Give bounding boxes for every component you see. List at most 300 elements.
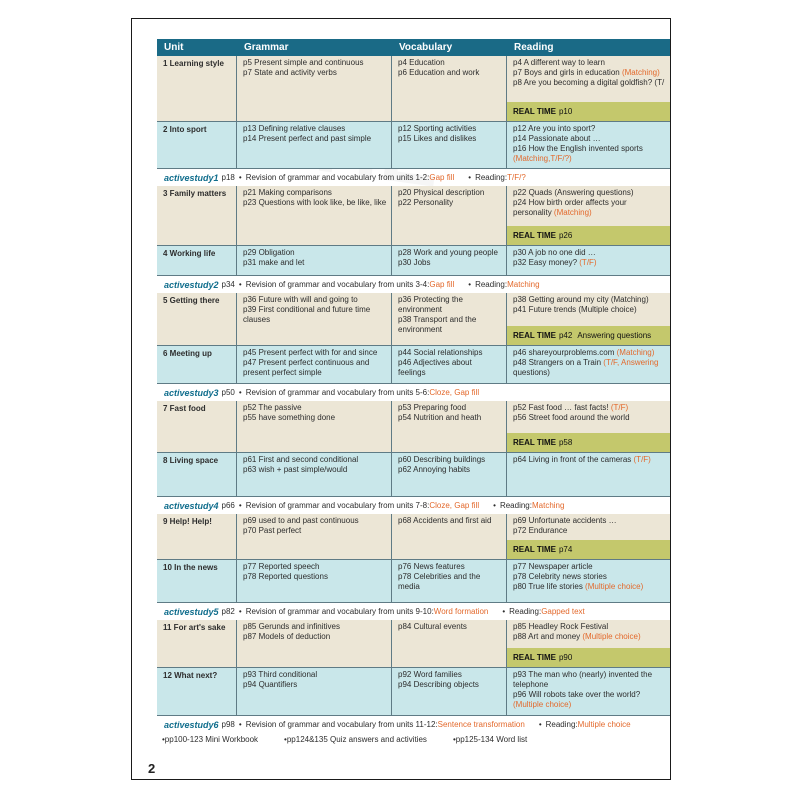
- cell-text: p46 shareyourproblems.com: [513, 348, 617, 357]
- grammar-cell: [237, 453, 392, 496]
- bullet-icon: •: [468, 173, 472, 182]
- reading-cell: [507, 453, 670, 496]
- real-time-page: p74: [558, 545, 573, 554]
- cell-line: [513, 690, 666, 700]
- cell-text: p78 Reported questions: [243, 572, 328, 581]
- vocabulary-cell: [392, 246, 507, 275]
- cell-line: [398, 403, 502, 413]
- vocabulary-cell: [392, 668, 507, 715]
- cell-line: [513, 305, 666, 315]
- grammar-cell: [237, 346, 392, 383]
- cell-line: [398, 134, 502, 144]
- cell-line: [513, 208, 666, 218]
- cell-line: [243, 134, 387, 144]
- bullet-icon: •: [502, 607, 506, 616]
- vocabulary-cell: [392, 620, 507, 667]
- cell-line: [513, 134, 666, 144]
- activestudy-label: activestudy4: [164, 500, 219, 511]
- cell-text: p72 Endurance: [513, 526, 568, 535]
- vocabulary-cell: [392, 293, 507, 345]
- reading-text: [507, 453, 670, 496]
- unit-row: [157, 401, 670, 453]
- real-time-label: REAL TIME: [513, 438, 556, 447]
- real-time-label: REAL TIME: [513, 231, 556, 240]
- vocabulary-cell: [392, 186, 507, 245]
- activestudy-page: p82: [221, 607, 235, 616]
- cell-text: p39 First conditional and future time: [243, 305, 371, 314]
- cell-text: p53 Preparing food: [398, 403, 467, 412]
- cell-text: p22 Personality: [398, 198, 454, 207]
- task-type: (T/F): [610, 403, 629, 412]
- cell-line: [513, 700, 666, 710]
- activestudy-page: p66: [221, 501, 235, 510]
- table-header: [157, 39, 670, 56]
- cell-text: environment: [398, 305, 443, 314]
- vocabulary-cell: [392, 56, 507, 121]
- cell-text: p13 Defining relative clauses: [243, 124, 346, 133]
- grammar-cell: [237, 246, 392, 275]
- activestudy-text: Revision of grammar and vocabulary from units 3-4:: [245, 280, 430, 289]
- activestudy-text: Revision of grammar and vocabulary from units 11-12:: [245, 720, 438, 729]
- cell-text: p77 Newspaper article: [513, 562, 593, 571]
- cell-line: [243, 295, 387, 305]
- task-type: (T/F, Answering: [603, 358, 659, 367]
- vocabulary-cell: [392, 453, 507, 496]
- cell-line: [243, 258, 387, 268]
- reading-text: [507, 186, 670, 226]
- cell-line: [513, 622, 666, 632]
- cell-text: p20 Physical description: [398, 188, 485, 197]
- reading-text: [507, 346, 670, 383]
- activestudy-reading-task: Gapped text: [541, 607, 585, 616]
- unit-row: [157, 186, 670, 246]
- cell-line: [398, 248, 502, 258]
- real-time-page: p42: [558, 331, 573, 340]
- unit-title: 5 Getting there: [157, 293, 237, 345]
- cell-text: p12 Sporting activities: [398, 124, 477, 133]
- activestudy-text: Revision of grammar and vocabulary from units 1-2:: [245, 173, 430, 182]
- cell-line: [513, 295, 666, 305]
- cell-text: p55 have something done: [243, 413, 336, 422]
- footer-quiz: •pp124&135 Quiz answers and activities: [284, 735, 427, 744]
- reading-cell: [507, 560, 670, 602]
- vocabulary-cell: [392, 401, 507, 452]
- cell-line: [243, 465, 387, 475]
- footer-workbook: •pp100-123 Mini Workbook: [162, 735, 259, 744]
- vocabulary-cell: [392, 560, 507, 602]
- cell-text: p14 Present perfect and past simple: [243, 134, 372, 143]
- real-time-bar: [507, 540, 670, 559]
- cell-line: [398, 368, 502, 378]
- cell-text: p94 Quantifiers: [243, 680, 298, 689]
- activestudy-row: [157, 716, 670, 733]
- reading-text: [507, 122, 670, 168]
- real-time-label: REAL TIME: [513, 331, 556, 340]
- vocabulary-cell: [392, 122, 507, 168]
- real-time-page: p58: [558, 438, 573, 447]
- unit-title: 10 In the news: [157, 560, 237, 602]
- activestudy-reading: Reading:: [499, 501, 532, 510]
- cell-line: [243, 315, 387, 325]
- cell-text: p78 Celebrity news stories: [513, 572, 607, 581]
- cell-line: [513, 188, 666, 198]
- cell-text: p46 Adjectives about: [398, 358, 472, 367]
- textbook-page: [131, 18, 671, 780]
- reading-text: [507, 293, 670, 326]
- cell-text: p69 used to and past continuous: [243, 516, 359, 525]
- cell-line: [398, 358, 502, 368]
- page-number: 2: [148, 761, 156, 776]
- cell-line: [243, 358, 387, 368]
- activestudy-reading: Reading:: [475, 173, 508, 182]
- unit-title: 6 Meeting up: [157, 346, 237, 383]
- reading-cell: [507, 514, 670, 559]
- cell-text: p14 Passionate about …: [513, 134, 601, 143]
- cell-text: personality: [513, 208, 554, 217]
- grammar-cell: [237, 620, 392, 667]
- reading-cell: [507, 401, 670, 452]
- activestudy-label: activestudy3: [164, 387, 219, 398]
- task-type: (T/F): [579, 258, 597, 267]
- activestudy-task: Word formation: [433, 607, 489, 616]
- activestudy-task: Gap fill: [429, 173, 455, 182]
- cell-text: p12 Are you into sport?: [513, 124, 596, 133]
- cell-line: [243, 58, 387, 68]
- cell-line: [513, 348, 666, 358]
- grammar-cell: [237, 514, 392, 559]
- cell-line: [398, 516, 502, 526]
- cell-line: [243, 632, 387, 642]
- activestudy-page: p50: [221, 388, 235, 397]
- cell-line: [243, 248, 387, 258]
- cell-text: p21 Making comparisons: [243, 188, 332, 197]
- cell-line: [243, 188, 387, 198]
- cell-line: [398, 582, 502, 592]
- unit-row: [157, 293, 670, 346]
- unit-title: 3 Family matters: [157, 186, 237, 245]
- cell-text: p30 Jobs: [398, 258, 431, 267]
- grammar-cell: [237, 668, 392, 715]
- real-time-bar: [507, 102, 670, 121]
- contents-table: [157, 39, 670, 733]
- cell-line: [398, 188, 502, 198]
- unit-title: 11 For art's sake: [157, 620, 237, 667]
- unit-row: [157, 246, 670, 276]
- reading-cell: [507, 122, 670, 168]
- unit-title: 9 Help! Help!: [157, 514, 237, 559]
- activestudy-label: activestudy5: [164, 606, 219, 617]
- cell-text: p52 Fast food … fast facts!: [513, 403, 611, 412]
- reading-text: [507, 246, 670, 275]
- cell-line: [398, 562, 502, 572]
- cell-text: p38 Getting around my city (Matching): [513, 295, 649, 304]
- bullet-icon: •: [238, 501, 242, 510]
- cell-line: [513, 144, 666, 154]
- cell-text: p48 Strangers on a Train: [513, 358, 604, 367]
- activestudy-task: Cloze, Gap fill: [429, 501, 480, 510]
- cell-line: [243, 348, 387, 358]
- cell-line: [243, 198, 387, 208]
- activestudy-label: activestudy2: [164, 279, 219, 290]
- unit-title: 12 What next?: [157, 668, 237, 715]
- cell-text: p88 Art and money: [513, 632, 583, 641]
- real-time-bar: [507, 226, 670, 245]
- unit-row: [157, 514, 670, 560]
- cell-text: p56 Street food around the world: [513, 413, 630, 422]
- cell-line: [513, 582, 666, 592]
- activestudy-page: p98: [221, 720, 235, 729]
- cell-line: [398, 58, 502, 68]
- real-time-page: p10: [558, 107, 573, 116]
- reading-cell: [507, 56, 670, 121]
- task-type: (Multiple choice): [585, 582, 644, 591]
- bullet-icon: •: [238, 607, 242, 616]
- cell-text: p44 Social relationships: [398, 348, 483, 357]
- task-type: (T/F): [633, 455, 651, 464]
- cell-line: [398, 670, 502, 680]
- cell-text: p31 make and let: [243, 258, 305, 267]
- activestudy-row: [157, 276, 670, 293]
- cell-line: [398, 348, 502, 358]
- cell-line: [398, 68, 502, 78]
- activestudy-label: activestudy6: [164, 719, 219, 730]
- cell-text: p78 Celebrities and the: [398, 572, 481, 581]
- activestudy-task: Sentence transformation: [437, 720, 525, 729]
- cell-text: p8 Are you becoming a digital goldfish? (T/: [513, 78, 665, 87]
- reading-cell: [507, 186, 670, 245]
- cell-line: [398, 124, 502, 134]
- activestudy-task: Cloze, Gap fill: [429, 388, 480, 397]
- reading-text: [507, 514, 670, 540]
- grammar-cell: [237, 293, 392, 345]
- real-time-bar: [507, 326, 670, 345]
- cell-text: p68 Accidents and first aid: [398, 516, 492, 525]
- cell-line: [243, 124, 387, 134]
- cell-line: [243, 670, 387, 680]
- cell-line: [513, 632, 666, 642]
- cell-line: [243, 572, 387, 582]
- cell-text: p54 Nutrition and heath: [398, 413, 482, 422]
- cell-line: [513, 358, 666, 368]
- cell-line: [398, 315, 502, 325]
- vocabulary-cell: [392, 346, 507, 383]
- activestudy-task: Gap fill: [429, 280, 455, 289]
- activestudy-reading: Reading:: [509, 607, 542, 616]
- cell-line: [243, 622, 387, 632]
- cell-text: p7 State and activity verbs: [243, 68, 337, 77]
- reading-cell: [507, 620, 670, 667]
- real-time-page: p90: [558, 653, 573, 662]
- cell-line: [398, 622, 502, 632]
- cell-text: p4 A different way to learn: [513, 58, 605, 67]
- unit-row: [157, 56, 670, 122]
- footer-links: [162, 735, 553, 744]
- reading-cell: [507, 293, 670, 345]
- cell-line: [243, 680, 387, 690]
- activestudy-reading-task: Matching: [531, 501, 565, 510]
- reading-cell: [507, 346, 670, 383]
- task-type: (Matching,T/F/?): [513, 154, 572, 163]
- reading-cell: [507, 668, 670, 715]
- bullet-icon: •: [238, 720, 242, 729]
- unit-title: 7 Fast food: [157, 401, 237, 452]
- cell-line: [513, 258, 666, 268]
- cell-line: [398, 295, 502, 305]
- cell-line: [398, 455, 502, 465]
- unit-row: [157, 453, 670, 497]
- unit-row: [157, 122, 670, 169]
- real-time-bar: [507, 648, 670, 667]
- reading-text: [507, 560, 670, 602]
- real-time-label: REAL TIME: [513, 107, 556, 116]
- real-time-label: REAL TIME: [513, 653, 556, 662]
- cell-text: feelings: [398, 368, 426, 377]
- cell-text: p45 Present perfect with for and since: [243, 348, 378, 357]
- cell-text: p6 Education and work: [398, 68, 480, 77]
- cell-text: p23 Questions with look like, be like, like: [243, 198, 387, 207]
- cell-line: [398, 572, 502, 582]
- cell-line: [398, 258, 502, 268]
- grammar-cell: [237, 560, 392, 602]
- real-time-page: p26: [558, 231, 573, 240]
- bullet-icon: •: [238, 388, 242, 397]
- task-type: (Matching): [621, 68, 660, 77]
- real-time-label: REAL TIME: [513, 545, 556, 554]
- activestudy-reading-task: Multiple choice: [577, 720, 631, 729]
- cell-line: [513, 680, 666, 690]
- cell-line: [513, 198, 666, 208]
- cell-line: [513, 78, 666, 88]
- bullet-icon: •: [493, 501, 496, 510]
- cell-text: p87 Models of deduction: [243, 632, 331, 641]
- cell-line: [243, 368, 387, 378]
- cell-text: p16 How the English invented sports: [513, 144, 643, 153]
- task-type: (Multiple choice): [513, 700, 572, 709]
- cell-text: p62 Annoying habits: [398, 465, 471, 474]
- cell-line: [513, 124, 666, 134]
- cell-text: p36 Future with will and going to: [243, 295, 358, 304]
- unit-title: 8 Living space: [157, 453, 237, 496]
- cell-text: p47 Present perfect continuous and: [243, 358, 370, 367]
- table-body: [157, 56, 670, 733]
- cell-line: [513, 670, 666, 680]
- cell-text: p94 Describing objects: [398, 680, 479, 689]
- cell-line: [513, 58, 666, 68]
- cell-line: [243, 403, 387, 413]
- activestudy-row: [157, 497, 670, 514]
- cell-text: p28 Work and young people: [398, 248, 498, 257]
- cell-text: environment: [398, 325, 443, 334]
- bullet-icon: •: [238, 173, 242, 182]
- cell-line: [513, 413, 666, 423]
- cell-text: p63 wish + past simple/would: [243, 465, 348, 474]
- cell-line: [243, 455, 387, 465]
- task-type: (Matching): [553, 208, 592, 217]
- footer-wordlist: •pp125-134 Word list: [452, 735, 528, 744]
- grammar-cell: [237, 401, 392, 452]
- activestudy-page: p18: [221, 173, 235, 182]
- cell-text: media: [398, 582, 420, 591]
- cell-text: p22 Quads (Answering questions): [513, 188, 634, 197]
- activestudy-row: [157, 384, 670, 401]
- cell-text: p7 Boys and girls in education: [513, 68, 622, 77]
- real-time-bar: [507, 433, 670, 452]
- grammar-cell: [237, 56, 392, 121]
- cell-text: p38 Transport and the: [398, 315, 477, 324]
- cell-line: [513, 154, 666, 164]
- cell-text: p61 First and second conditional: [243, 455, 359, 464]
- unit-row: [157, 620, 670, 668]
- cell-line: [243, 413, 387, 423]
- cell-text: p41 Future trends (Multiple choice): [513, 305, 637, 314]
- header-vocabulary: Vocabulary: [399, 42, 453, 53]
- cell-text: p70 Past perfect: [243, 526, 302, 535]
- activestudy-reading-task: Matching: [507, 280, 540, 289]
- activestudy-reading-task: T/F/?: [507, 173, 526, 182]
- reading-text: [507, 620, 670, 648]
- cell-text: p36 Protecting the: [398, 295, 463, 304]
- cell-text: p30 A job no one did …: [513, 248, 596, 257]
- cell-line: [243, 305, 387, 315]
- cell-line: [243, 562, 387, 572]
- cell-text: p77 Reported speech: [243, 562, 320, 571]
- activestudy-reading: Reading:: [545, 720, 578, 729]
- cell-line: [513, 403, 666, 413]
- cell-line: [513, 526, 666, 536]
- grammar-cell: [237, 122, 392, 168]
- cell-text: clauses: [243, 315, 271, 324]
- reading-cell: [507, 246, 670, 275]
- cell-text: p15 Likes and dislikes: [398, 134, 477, 143]
- cell-text: telephone: [513, 680, 549, 689]
- unit-row: [157, 668, 670, 716]
- cell-line: [513, 516, 666, 526]
- header-grammar: Grammar: [244, 42, 289, 53]
- cell-text: p93 Third conditional: [243, 670, 318, 679]
- cell-line: [513, 68, 666, 78]
- task-type: (Multiple choice): [582, 632, 641, 641]
- cell-text: p85 Headley Rock Festival: [513, 622, 609, 631]
- cell-text: p80 True life stories: [513, 582, 586, 591]
- cell-text: p24 How birth order affects your: [513, 198, 627, 207]
- activestudy-page: p34: [221, 280, 235, 289]
- cell-text: p96 Will robots take over the world?: [513, 690, 641, 699]
- cell-text: p5 Present simple and continuous: [243, 58, 364, 67]
- cell-line: [398, 413, 502, 423]
- cell-text: present perfect simple: [243, 368, 322, 377]
- activestudy-text: Revision of grammar and vocabulary from units 7-8:: [245, 501, 430, 510]
- cell-text: p69 Unfortunate accidents …: [513, 516, 617, 525]
- cell-text: p52 The passive: [243, 403, 302, 412]
- cell-line: [513, 368, 666, 378]
- activestudy-row: [157, 169, 670, 186]
- vocabulary-cell: [392, 514, 507, 559]
- unit-row: [157, 560, 670, 603]
- cell-line: [398, 305, 502, 315]
- cell-line: [398, 465, 502, 475]
- activestudy-reading: Reading:: [475, 280, 508, 289]
- cell-text: p4 Education: [398, 58, 445, 67]
- activestudy-text: Revision of grammar and vocabulary from units 9-10:: [245, 607, 434, 616]
- cell-line: [243, 516, 387, 526]
- bullet-icon: •: [538, 720, 542, 729]
- unit-title: 4 Working life: [157, 246, 237, 275]
- real-time-task: Answering questions: [577, 331, 652, 340]
- cell-text: p60 Describing buildings: [398, 455, 486, 464]
- bullet-icon: •: [468, 280, 472, 289]
- cell-text: p92 Word families: [398, 670, 462, 679]
- cell-text: questions): [513, 368, 550, 377]
